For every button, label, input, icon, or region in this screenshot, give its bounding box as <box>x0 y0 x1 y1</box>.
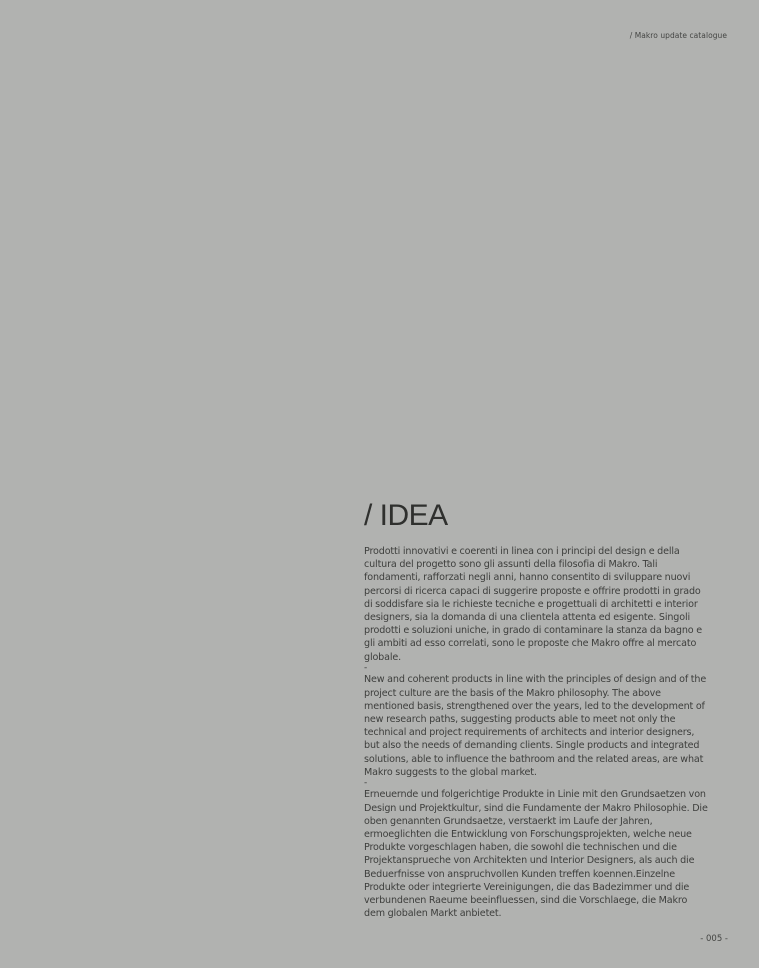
separator-dash: - <box>364 662 368 673</box>
paragraph-english: New and coherent products in line with the principles of design and of the project culture are the basis of the Makro philosophy. The above mentioned basis, strengthened over the years, led to the development of new research paths, suggesting products able to meet not only the technical and project requirements of architects and interior designers, but also the needs of demanding clients. Single products and integrated solutions, able to influence the bathroom and the related areas, are what Makro suggests to the global market. <box>364 674 707 778</box>
idea-section <box>364 499 709 920</box>
paragraph-german: Erneuernde und folgerichtige Produkte in Linie mit den Grundsaetzen von Design und Projektkultur, sind die Fundamente der Makro Philosophie. Die oben genannten Grundsaetze, verstaerkt im Laufe der Jahren, ermoeglichten die Entwicklung von Forschungsprojekten, welche neue Produkte vorgeschlagen haben, die sowohl die technischen und die Projektansprueche von Architekten und Interior Designers, als auch die Beduerfnisse von anspruchvollen Kunden treffen koennen.Einzelne Produkte oder integrierte Vereinigungen, die das Badezimmer und die verbundenen Raeume beeinfluessen, sind die Vorschlaege, die Makro dem globalen Markt anbietet. <box>364 789 708 920</box>
separator-dash: - <box>364 777 368 788</box>
catalogue-header-label: / Makro update catalogue <box>629 31 727 40</box>
section-title: / IDEA <box>364 499 448 532</box>
page-number: - 005 - <box>700 934 728 944</box>
paragraph-italian: Prodotti innovativi e coerenti in linea con i principi del design e della cultura del progetto sono gli assunti della filosofia di Makro. Tali fondamenti, rafforzati negli anni, hanno consentito di sviluppare nuovi percorsi di ricerca capaci di suggerire proposte e offrire prodotti in grado di soddisfare sia le richieste tecniche e progettuali di architetti e interior designers, sia la domanda di una clientela attenta ed esigente. Singoli prodotti e soluzioni uniche, in grado di contaminare la stanza da bagno e gli ambiti ad esso correlati, sono le proposte che Makro offre al mercato globale. <box>364 546 702 663</box>
